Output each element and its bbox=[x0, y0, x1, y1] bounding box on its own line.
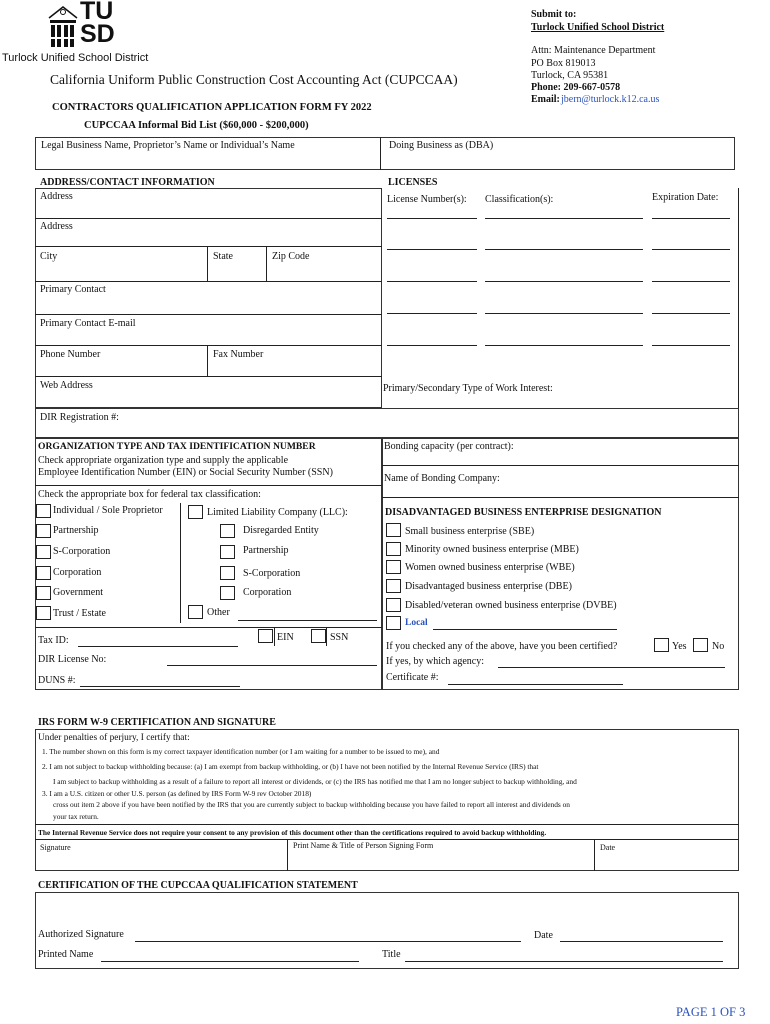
ssn-label: SSN bbox=[330, 632, 349, 643]
classification-line-1[interactable] bbox=[485, 218, 643, 219]
dbe-option-dbe: Disadvantaged business enterprise (DBE) bbox=[405, 581, 572, 592]
dbe-option-mbe: Minority owned business enterprise (MBE) bbox=[405, 544, 579, 555]
school-building-icon bbox=[46, 4, 80, 48]
w9-date-label: Date bbox=[600, 843, 616, 852]
cert-date-label: Date bbox=[534, 930, 553, 941]
checkbox-individual[interactable] bbox=[36, 504, 51, 518]
bonding-company-label: Name of Bonding Company: bbox=[384, 473, 500, 484]
logo-letters-top: TU bbox=[80, 0, 114, 25]
expiration-line-1[interactable] bbox=[652, 218, 730, 219]
option-llc-s-corporation: S-Corporation bbox=[243, 568, 301, 579]
address-2-label: Address bbox=[40, 221, 73, 232]
address-contact-grid bbox=[35, 188, 382, 408]
submit-city: Turlock, CA 95381 bbox=[531, 70, 609, 81]
w9-item-2a: 2. I am not subject to backup withholding because: (a) I am exempt from backup withholding, or (b) I have not been notified by the Internal Revenue Service (IRS) that bbox=[42, 762, 539, 771]
checkbox-partnership[interactable] bbox=[36, 524, 51, 538]
option-llc: Limited Liability Company (LLC): bbox=[207, 507, 348, 518]
checkbox-ein[interactable] bbox=[258, 629, 273, 643]
w9-print-name-field[interactable] bbox=[288, 855, 593, 870]
classification-line-3[interactable] bbox=[485, 281, 643, 282]
option-individual: Individual / Sole Proprietor bbox=[53, 505, 163, 516]
dir-license-label: DIR License No: bbox=[38, 654, 107, 665]
checkbox-dbe[interactable] bbox=[386, 579, 401, 593]
w9-signature-field[interactable] bbox=[36, 855, 286, 870]
expiration-label: Expiration Date: bbox=[652, 192, 719, 203]
city-label: City bbox=[40, 251, 58, 262]
checkbox-ssn[interactable] bbox=[311, 629, 326, 643]
dbe-heading: DISADVANTAGED BUSINESS ENTERPRISE DESIGNATION bbox=[385, 507, 662, 518]
state-label: State bbox=[213, 251, 233, 262]
checkbox-trust-estate[interactable] bbox=[36, 606, 51, 620]
w9-heading: IRS FORM W-9 CERTIFICATION AND SIGNATURE bbox=[38, 717, 276, 728]
checkbox-llc-corporation[interactable] bbox=[220, 586, 235, 600]
option-llc-corporation: Corporation bbox=[243, 587, 292, 598]
w9-signature-label: Signature bbox=[40, 843, 71, 852]
dbe-option-sbe: Small business enterprise (SBE) bbox=[405, 526, 535, 537]
checkbox-sbe[interactable] bbox=[386, 523, 401, 537]
cert-printed-name-line[interactable] bbox=[101, 961, 359, 962]
submit-po: PO Box 819013 bbox=[531, 58, 596, 69]
document-title: California Uniform Public Construction Cost Accounting Act (CUPCCAA) bbox=[50, 72, 458, 87]
duns-label: DUNS #: bbox=[38, 675, 76, 686]
zip-label: Zip Code bbox=[272, 251, 310, 262]
license-line-2[interactable] bbox=[387, 249, 477, 250]
checkbox-llc[interactable] bbox=[188, 505, 203, 519]
form-subtitle: CUPCCAA Informal Bid List ($60,000 - $200,000) bbox=[84, 120, 309, 131]
checkbox-llc-s-corporation[interactable] bbox=[220, 566, 235, 580]
checkbox-wbe[interactable] bbox=[386, 560, 401, 574]
cert-title-label: Title bbox=[382, 949, 401, 960]
legal-name-label: Legal Business Name, Proprietor’s Name or Individual’s Name bbox=[41, 140, 295, 151]
dir-license-input-line[interactable] bbox=[167, 665, 377, 666]
ein-label: EIN bbox=[277, 632, 294, 643]
checkbox-corporation[interactable] bbox=[36, 566, 51, 580]
fax-label: Fax Number bbox=[213, 349, 264, 360]
tax-id-label: Tax ID: bbox=[38, 635, 69, 646]
agency-label: If yes, by which agency: bbox=[386, 656, 485, 667]
checkbox-dvbe[interactable] bbox=[386, 598, 401, 612]
cert-auth-signature-line[interactable] bbox=[135, 941, 521, 942]
license-line-3[interactable] bbox=[387, 281, 477, 282]
license-line-5[interactable] bbox=[387, 345, 477, 346]
web-label: Web Address bbox=[40, 380, 93, 391]
district-logo bbox=[40, 2, 120, 50]
license-line-1[interactable] bbox=[387, 218, 477, 219]
local-input-line[interactable] bbox=[433, 629, 617, 630]
w9-date-field[interactable] bbox=[595, 855, 738, 870]
duns-input-line[interactable] bbox=[80, 686, 240, 687]
agency-input-line[interactable] bbox=[498, 667, 725, 668]
option-government: Government bbox=[53, 587, 103, 598]
expiration-line-2[interactable] bbox=[652, 249, 730, 250]
dbe-option-dvbe: Disabled/veteran owned business enterprise (DVBE) bbox=[405, 600, 617, 611]
org-heading: ORGANIZATION TYPE AND TAX IDENTIFICATION NUMBER bbox=[38, 441, 316, 452]
checkbox-s-corporation[interactable] bbox=[36, 545, 51, 559]
checkbox-certified-yes[interactable] bbox=[654, 638, 669, 652]
w9-irs-note: The Internal Revenue Service does not require your consent to any provision of this document other than the certifications required to avoid backup withholding. bbox=[38, 828, 547, 837]
primary-email-label: Primary Contact E-mail bbox=[40, 318, 136, 329]
dir-registration-field[interactable] bbox=[35, 408, 739, 438]
certificate-label: Certificate #: bbox=[386, 672, 439, 683]
submit-phone: Phone: 209-667-0578 bbox=[531, 82, 621, 93]
option-s-corporation: S-Corporation bbox=[53, 546, 111, 557]
w9-cross-1: cross out item 2 above if you have been notified by the IRS that you are currently subject to backup withholding because you have failed to report all interest and dividends on bbox=[53, 800, 570, 809]
work-interest-label: Primary/Secondary Type of Work Interest: bbox=[383, 383, 553, 394]
other-input-line[interactable] bbox=[238, 620, 377, 621]
submit-email-link[interactable]: jbern@turlock.k12.ca.us bbox=[561, 94, 660, 105]
expiration-line-5[interactable] bbox=[652, 345, 730, 346]
tax-id-input-line[interactable] bbox=[78, 646, 238, 647]
w9-item-1: 1. The number shown on this form is my correct taxpayer identification number (or I am waiting for a number to be issued to me), and bbox=[42, 747, 440, 756]
submit-heading: Submit to: bbox=[531, 9, 577, 20]
licenses-heading: LICENSES bbox=[388, 177, 438, 188]
cert-heading: CERTIFICATION OF THE CUPCCAA QUALIFICATION STATEMENT bbox=[38, 880, 358, 891]
checkbox-certified-no[interactable] bbox=[693, 638, 708, 652]
page-indicator: PAGE 1 OF 3 bbox=[676, 1005, 746, 1019]
dbe-option-local: Local bbox=[405, 618, 428, 628]
certified-yes-label: Yes bbox=[672, 641, 687, 652]
checkbox-other[interactable] bbox=[188, 605, 203, 619]
w9-item-3: 3. I am a U.S. citizen or other U.S. person (as defined by IRS Form W-9 rev October 2018) bbox=[42, 789, 312, 798]
option-partnership: Partnership bbox=[53, 525, 99, 536]
org-check-text: Check the appropriate box for federal tax classification: bbox=[38, 489, 261, 500]
logo-district-name: Turlock Unified School District bbox=[2, 52, 149, 64]
address-heading: ADDRESS/CONTACT INFORMATION bbox=[40, 177, 215, 188]
w9-print-name-label: Print Name & Title of Person Signing Form bbox=[293, 841, 434, 850]
cert-date-line[interactable] bbox=[560, 941, 723, 942]
checkbox-llc-disregarded[interactable] bbox=[220, 524, 235, 538]
cert-auth-signature-label: Authorized Signature bbox=[38, 929, 124, 940]
w9-cross-2: your tax return. bbox=[53, 812, 99, 821]
cert-title-line[interactable] bbox=[405, 961, 723, 962]
expiration-line-4[interactable] bbox=[652, 313, 730, 314]
classification-line-2[interactable] bbox=[485, 249, 643, 250]
address-1-label: Address bbox=[40, 191, 73, 202]
option-corporation: Corporation bbox=[53, 567, 102, 578]
logo-letters-bottom: SD bbox=[80, 20, 115, 48]
checkbox-local[interactable] bbox=[386, 616, 401, 630]
submit-org: Turlock Unified School District bbox=[531, 22, 665, 33]
option-trust-estate: Trust / Estate bbox=[53, 608, 106, 619]
primary-contact-label: Primary Contact bbox=[40, 284, 106, 295]
submit-email-label: Email: bbox=[531, 94, 560, 105]
cert-printed-name-label: Printed Name bbox=[38, 949, 94, 960]
certified-question: If you checked any of the above, have you been certified? bbox=[386, 641, 618, 652]
submit-attn: Attn: Maintenance Department bbox=[531, 45, 656, 56]
dbe-option-wbe: Women owned business enterprise (WBE) bbox=[405, 562, 575, 573]
license-number-label: License Number(s): bbox=[387, 194, 467, 205]
dir-registration-label: DIR Registration #: bbox=[40, 412, 119, 423]
w9-intro: Under penalties of perjury, I certify that: bbox=[38, 733, 190, 743]
checkbox-government[interactable] bbox=[36, 586, 51, 600]
form-title: CONTRACTORS QUALIFICATION APPLICATION FORM FY 2022 bbox=[52, 102, 372, 113]
option-other: Other bbox=[207, 607, 230, 618]
license-line-4[interactable] bbox=[387, 313, 477, 314]
dba-label: Doing Business as (DBA) bbox=[389, 140, 494, 151]
org-line-1: Check appropriate organization type and supply the applicable bbox=[38, 455, 289, 466]
expiration-line-3[interactable] bbox=[652, 281, 730, 282]
org-line-2: Employee Identification Number (EIN) or Social Security Number (SSN) bbox=[38, 467, 333, 478]
checkbox-mbe[interactable] bbox=[386, 542, 401, 556]
checkbox-llc-partnership[interactable] bbox=[220, 545, 235, 559]
option-llc-partnership: Partnership bbox=[243, 545, 289, 556]
classification-label: Classification(s): bbox=[485, 194, 554, 205]
certified-no-label: No bbox=[712, 641, 725, 652]
phone-label: Phone Number bbox=[40, 349, 101, 360]
w9-item-2b: I am subject to backup withholding as a result of a failure to report all interest or dividends, or (c) the IRS has notified me that I am no longer subject to backup withholding, and bbox=[53, 777, 577, 786]
bonding-capacity-label: Bonding capacity (per contract): bbox=[384, 441, 514, 452]
classification-line-5[interactable] bbox=[485, 345, 643, 346]
certificate-input-line[interactable] bbox=[448, 684, 623, 685]
classification-line-4[interactable] bbox=[485, 313, 643, 314]
option-llc-disregarded: Disregarded Entity bbox=[243, 525, 319, 536]
